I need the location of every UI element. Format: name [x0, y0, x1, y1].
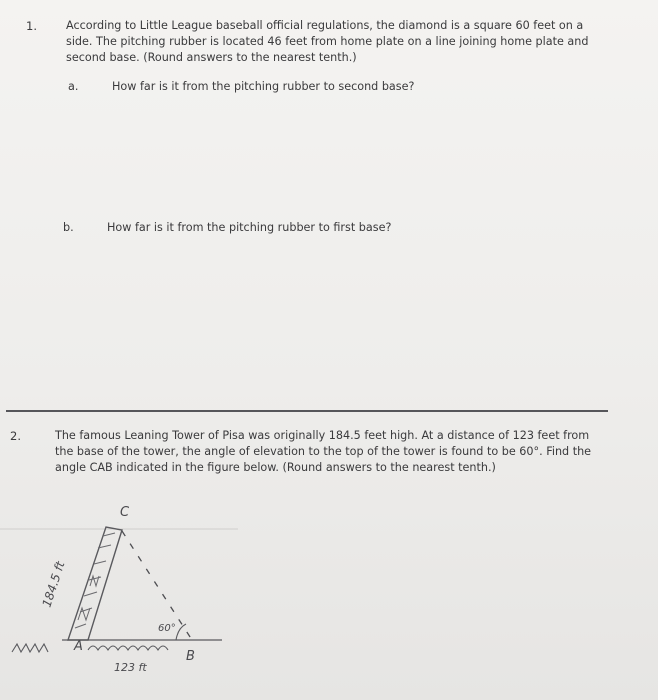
label-b: B: [186, 649, 195, 664]
label-a: A: [74, 639, 83, 654]
tower-hatching: [75, 533, 115, 628]
angle-arc: [176, 624, 186, 640]
question-1-line-1: According to Little League baseball official regulations, the diamond is a square 60 feet on a: [66, 19, 584, 32]
question-1-line-2: side. The pitching rubber is located 46 feet from home plate on a line joining home plate and: [66, 35, 589, 48]
section-divider: [6, 410, 608, 412]
question-2-line-3: angle CAB indicated in the figure below. (Round answers to the nearest tenth.): [55, 461, 496, 474]
question-2-text: [55, 428, 591, 476]
height-label: 184.5 ft: [39, 559, 68, 609]
part-a-text: How far is it from the pitching rubber to second base?: [112, 80, 415, 93]
base-label: 123 ft: [114, 661, 147, 674]
question-2-line-2: the base of the tower, the angle of elevation to the top of the tower is found to be 60°. Find the: [55, 445, 592, 458]
angle-label: 60°: [158, 623, 176, 634]
part-b-label: b.: [63, 221, 74, 234]
part-b-text: How far is it from the pitching rubber to first base?: [107, 221, 392, 234]
sight-line-dashed: [122, 531, 192, 640]
part-a-label: a.: [68, 80, 79, 93]
question-2-number: 2.: [10, 429, 21, 443]
question-1-line-3: second base. (Round answers to the nearest tenth.): [66, 51, 357, 64]
question-2-line-1: The famous Leaning Tower of Pisa was originally 184.5 feet high. At a distance of 123 feet from: [55, 429, 590, 442]
tower-figure: [0, 500, 260, 685]
question-1-text: [66, 18, 588, 66]
question-1-number: 1.: [26, 19, 37, 33]
ground-squiggle: [12, 644, 168, 652]
label-c: C: [120, 505, 130, 520]
